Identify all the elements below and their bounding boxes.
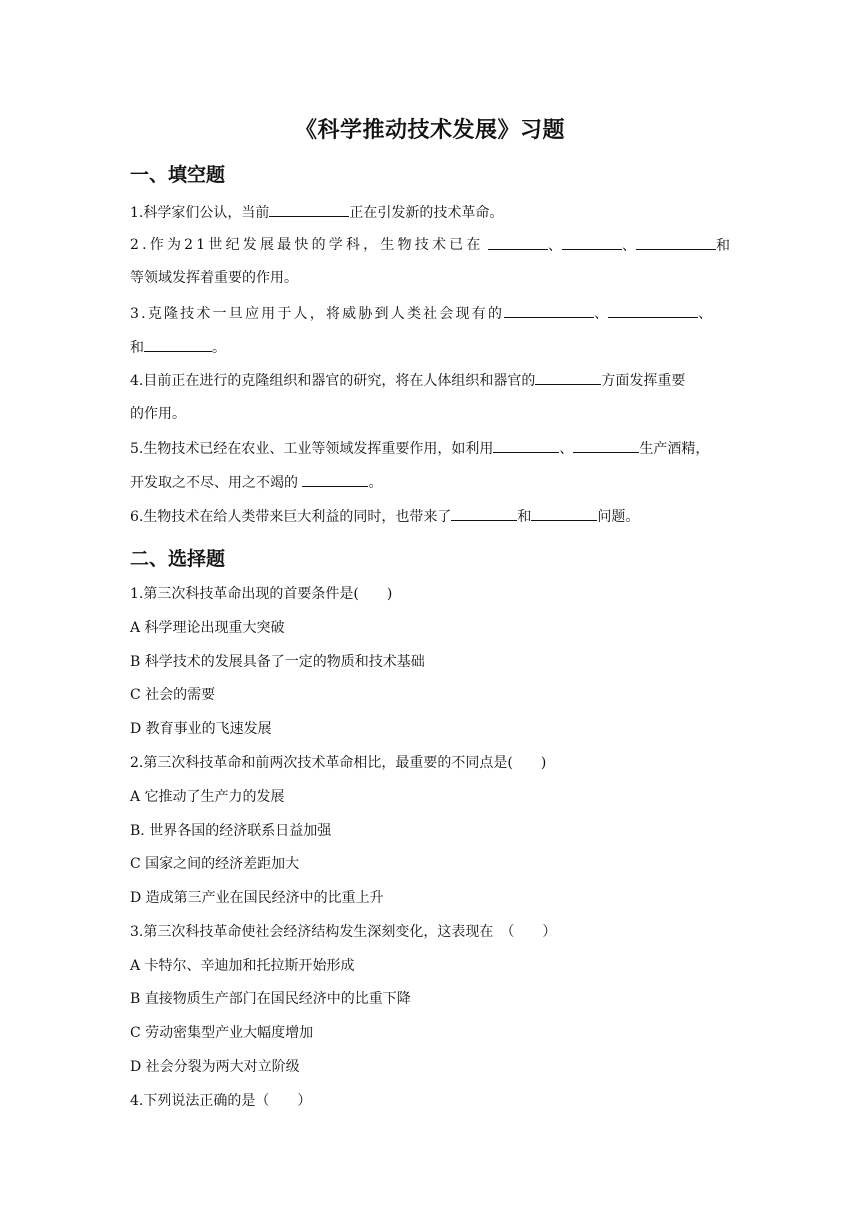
choice-question-stem: 4.下列说法正确的是（ ） [130,1093,312,1109]
choice-option[interactable]: A 它推动了生产力的发展 [130,789,285,805]
fill-q4-text-b: 方面发挥重要 [601,373,686,389]
fill-q2-text-a: 2.作为21世纪发展最快的学科，生物技术已在 [130,237,484,253]
fill-question-1 [130,202,730,223]
answer-blank[interactable] [636,235,716,250]
fill-q6-text-end: 问题。 [597,509,640,525]
answer-blank[interactable] [269,202,349,217]
choice-option[interactable]: C 劳动密集型产业大幅度增加 [130,1025,314,1041]
choice-option[interactable]: A 科学理论出现重大突破 [130,620,285,636]
fill-q1-text-b: 正在引发新的技术革命。 [349,205,504,221]
answer-blank[interactable] [302,472,368,487]
section-heading-fill: 一、填空题 [130,164,226,186]
fill-q4-line2: 的作用。 [130,406,186,422]
conjunction: 和 [130,340,144,356]
fill-question-6 [130,506,730,527]
fill-q2-line2: 等领域发挥着重要的作用。 [130,270,298,286]
answer-blank[interactable] [531,506,597,521]
section-heading-choice: 二、选择题 [130,548,226,570]
choice-option[interactable]: C 社会的需要 [130,687,216,703]
choice-option[interactable]: B 直接物质生产部门在国民经济中的比重下降 [130,991,411,1007]
answer-blank[interactable] [488,235,548,250]
fill-q3-line2 [130,337,730,358]
fill-q1-text-a: 1.科学家们公认，当前 [130,205,270,221]
separator: 、 [622,238,636,254]
fill-q5-text-b: 生产酒精， [639,441,710,457]
fill-q6-text-a: 6.生物技术在给人类带来巨大利益的同时，也带来了 [130,509,452,525]
answer-blank[interactable] [451,506,517,521]
choice-option[interactable]: C 国家之间的经济差距加大 [130,856,300,872]
fill-question-5 [130,438,730,459]
choice-option[interactable]: A 卡特尔、辛迪加和托拉斯开始形成 [130,958,355,974]
fill-q3-text-a: 3.克隆技术一旦应用于人，将威胁到人类社会现有的 [130,306,505,322]
separator: 、 [548,238,562,254]
fill-q5-line2 [130,472,730,493]
answer-blank[interactable] [535,370,601,385]
answer-blank[interactable] [504,303,594,318]
separator: 、 [594,306,609,322]
fill-question-2 [130,235,730,256]
choice-option[interactable]: D 教育事业的飞速发展 [130,721,272,737]
choice-question-stem: 2.第三次科技革命和前两次技术革命相比，最重要的不同点是( ) [130,755,547,771]
choice-option[interactable]: B 科学技术的发展具备了一定的物质和技术基础 [130,654,425,670]
fill-q5-text-c: 开发取之不尽、用之不竭的 [130,475,298,491]
answer-blank[interactable] [144,337,212,352]
period: 。 [212,340,226,356]
choice-option[interactable]: D 社会分裂为两大对立阶级 [130,1059,300,1075]
choice-option[interactable]: D 造成第三产业在国民经济中的比重上升 [130,890,384,906]
answer-blank[interactable] [562,235,622,250]
answer-blank[interactable] [608,303,698,318]
fill-question-3 [130,303,730,324]
answer-blank[interactable] [573,438,639,453]
separator: 、 [559,441,574,457]
conjunction: 和 [517,509,532,525]
fill-question-4 [130,370,730,391]
answer-blank[interactable] [493,438,559,453]
choice-question-stem: 1.第三次科技革命出现的首要条件是( ) [130,586,393,602]
fill-q4-text-a: 4.目前正在进行的克隆组织和器官的研究，将在人体组织和器官的 [130,373,536,389]
fill-q5-text-a: 5.生物技术已经在农业、工业等领域发挥重要作用，如利用 [130,441,494,457]
separator: 、 [698,306,713,322]
choice-question-stem: 3.第三次科技革命使社会经济结构发生深刻变化，这表现在 （ ） [130,924,557,940]
period: 。 [368,475,383,491]
conjunction: 和 [716,238,730,254]
choice-option[interactable]: B. 世界各国的经济联系日益加强 [130,823,332,839]
page-title: 《科学推动技术发展》习题 [294,118,565,143]
